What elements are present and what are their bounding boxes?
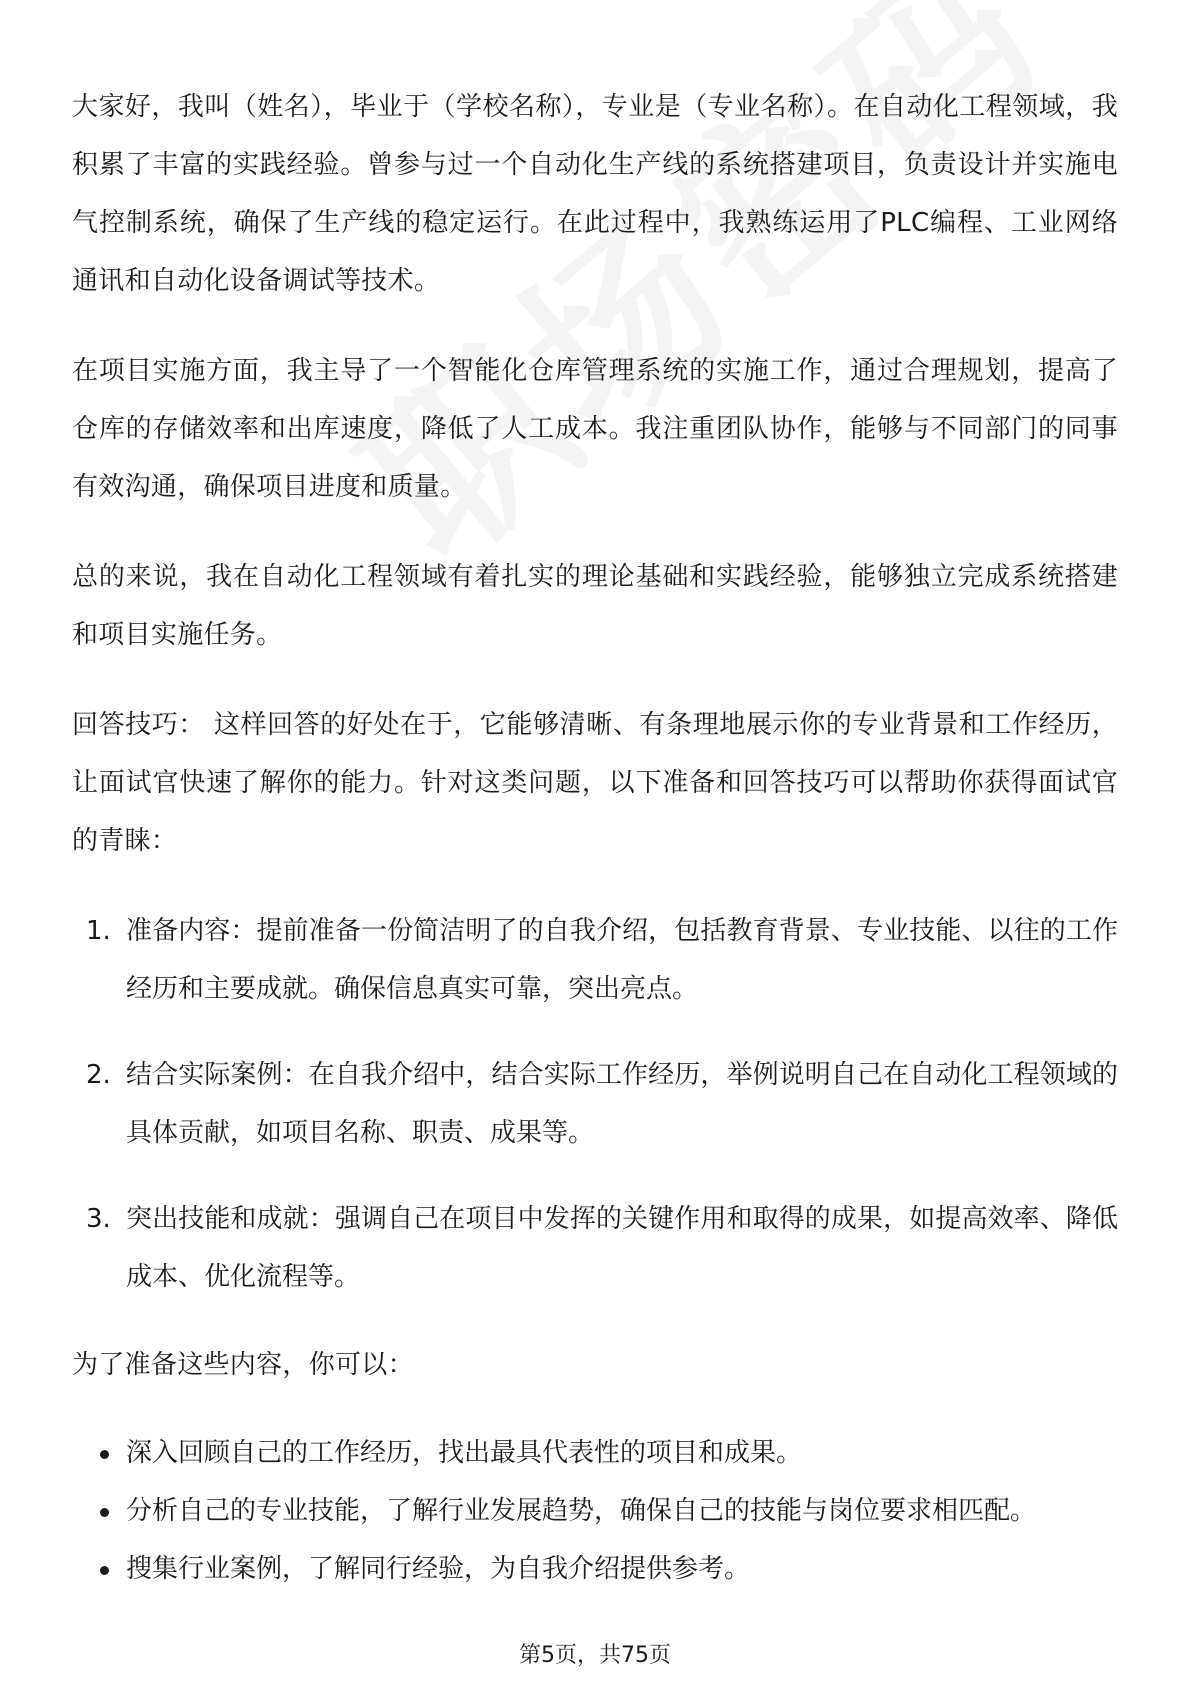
paragraph-summary: 总的来说，我在自动化工程领域有着扎实的理论基础和实践经验，能够独立完成系统搭建和项目实施任务。: [72, 562, 1118, 650]
page-content: [72, 78, 1118, 1598]
list-item: [72, 1046, 1118, 1162]
list-item-text: 分析自己的专业技能，了解行业发展趋势，确保自己的技能与岗位要求相匹配。: [126, 1496, 1037, 1526]
list-number: 2.: [86, 1060, 111, 1090]
list-item-text: 深入回顾自己的工作经历，找出最具代表性的项目和成果。: [126, 1438, 803, 1468]
list-item: [72, 1424, 1118, 1482]
paragraph-project: 在项目实施方面，我主导了一个智能化仓库管理系统的实施工作，通过合理规划，提高了仓库的存储效率和出库速度，降低了人工成本。我注重团队协作，能够与不同部门的同事有效沟通，确保项目进度和质量。: [72, 356, 1118, 502]
list-item: [72, 1482, 1118, 1540]
list-item-text: 搜集行业案例，了解同行经验，为自我介绍提供参考。: [126, 1554, 751, 1584]
list-item: [72, 1190, 1118, 1306]
bullet-icon: [100, 1508, 109, 1517]
bullet-icon: [100, 1566, 109, 1575]
paragraph-answer-tips: 回答技巧： 这样回答的好处在于，它能够清晰、有条理地展示你的专业背景和工作经历，让面试官快速了解你的能力。针对这类问题，以下准备和回答技巧可以帮助你获得面试官的青睐：: [72, 710, 1118, 856]
list-number: 3.: [86, 1204, 111, 1234]
tips-list: [72, 902, 1118, 1306]
page-number: 第5页，共75页: [519, 1643, 671, 1668]
list-item-text: 结合实际案例：在自我介绍中，结合实际工作经历，举例说明自己在自动化工程领域的具体贡献，如项目名称、职责、成果等。: [126, 1060, 1118, 1148]
list-item-text: 准备内容：提前准备一份简洁明了的自我介绍，包括教育背景、专业技能、以往的工作经历和主要成就。确保信息真实可靠，突出亮点。: [126, 916, 1118, 1004]
paragraph-prep-intro: 为了准备这些内容，你可以：: [72, 1350, 414, 1380]
list-number: 1.: [86, 916, 111, 946]
list-item-text: 突出技能和成就：强调自己在项目中发挥的关键作用和取得的成果，如提高效率、降低成本、优化流程等。: [126, 1204, 1118, 1292]
bullet-list: [72, 1424, 1118, 1598]
list-item: [72, 1540, 1118, 1598]
bullet-icon: [100, 1450, 109, 1459]
paragraph-intro: 大家好，我叫（姓名），毕业于（学校名称），专业是（专业名称）。在自动化工程领域，我积累了丰富的实践经验。曾参与过一个自动化生产线的系统搭建项目，负责设计并实施电气控制系统，确保了生产线的稳定运行。在此过程中，我熟练运用了PLC编程、工业网络通讯和自动化设备调试等技术。: [72, 92, 1118, 296]
list-item: [72, 902, 1118, 1018]
